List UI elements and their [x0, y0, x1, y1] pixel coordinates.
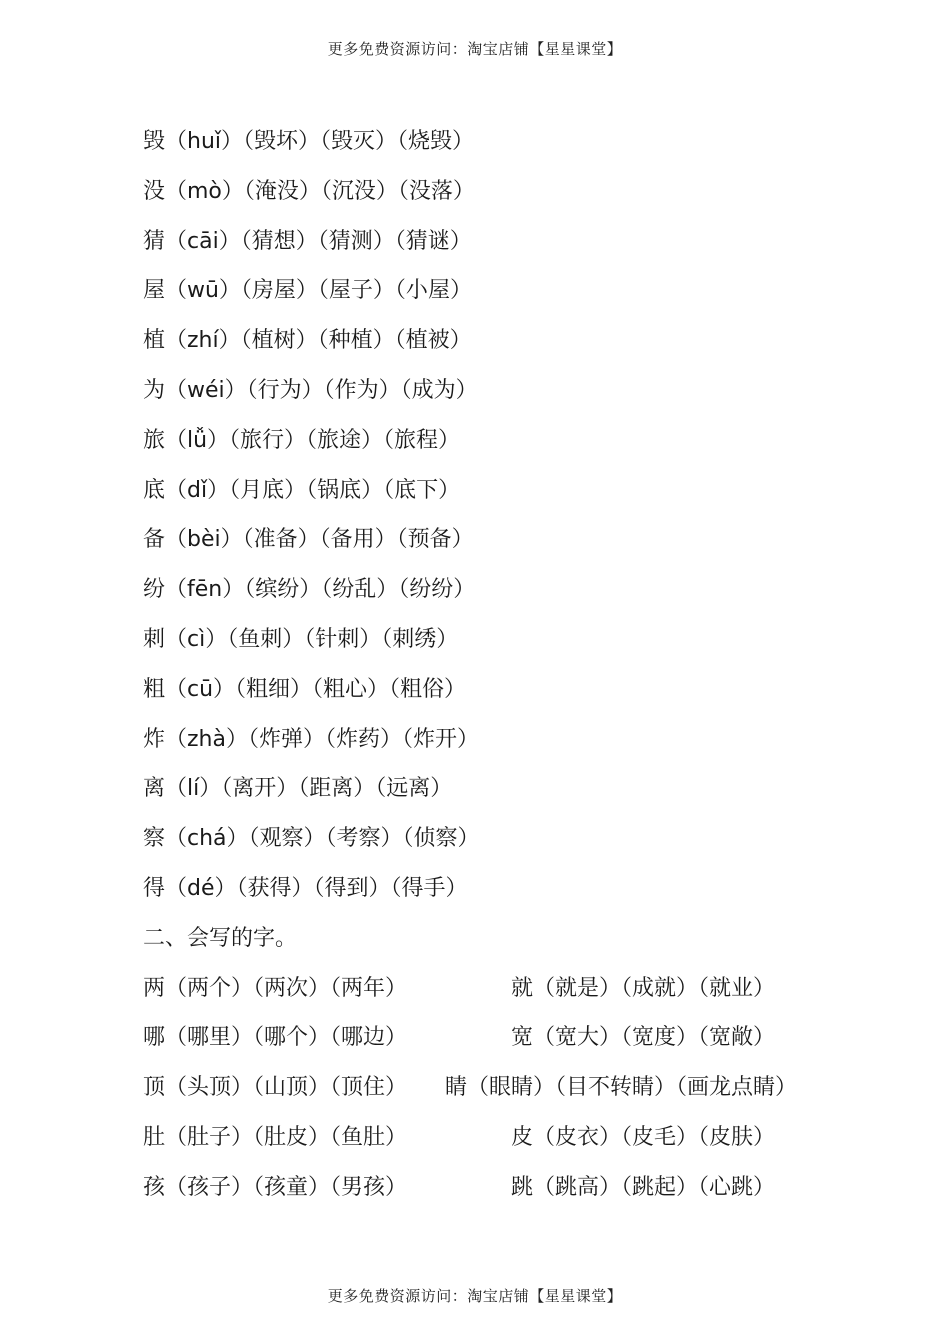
writing-right: 皮（皮衣）（皮毛）（皮肤）: [511, 1124, 776, 1150]
writing-row: [143, 1070, 863, 1120]
reading-line: 旅（lǚ）（旅行）（旅途）（旅程）: [143, 427, 461, 453]
reading-line: 没（mò）（淹没）（沉没）（没落）: [143, 178, 475, 204]
writing-right: 跳（跳高）（跳起）（心跳）: [511, 1174, 776, 1200]
writing-left: 顶（头顶）（山顶）（顶住）: [143, 1075, 408, 1101]
reading-line: 植（zhí）（植树）（种植）（植被）: [143, 328, 472, 354]
writing-right: 睛（眼睛）（目不转睛）（画龙点睛）: [445, 1075, 798, 1101]
document-body: [143, 124, 863, 1220]
footer-note: 更多免费资源访问：淘宝店铺【星星课堂】: [327, 1287, 623, 1305]
writing-right: 宽（宽大）（宽度）（宽敞）: [511, 1025, 776, 1051]
reading-line: 屋（wū）（房屋）（屋子）（小屋）: [143, 278, 472, 304]
writing-left: 肚（肚子）（肚皮）（鱼肚）: [143, 1124, 408, 1150]
writing-left: 两（两个）（两次）（两年）: [143, 975, 408, 1001]
writing-row: [143, 1020, 863, 1070]
writing-row: [143, 1170, 863, 1220]
reading-line: 得（dé）（获得）（得到）（得手）: [143, 875, 468, 901]
reading-line: 为（wéi）（行为）（作为）（成为）: [143, 377, 478, 403]
writing-row: [143, 971, 863, 1021]
reading-line: 刺（cì）（鱼刺）（针刺）（刺绣）: [143, 626, 459, 652]
reading-line: 底（dǐ）（月底）（锅底）（底下）: [143, 477, 461, 503]
reading-line: 备（bèi）（准备）（备用）（预备）: [143, 527, 474, 553]
reading-line: 粗（cū）（粗细）（粗心）（粗俗）: [143, 676, 467, 702]
writing-right: 就（就是）（成就）（就业）: [511, 975, 776, 1001]
writing-left: 哪（哪里）（哪个）（哪边）: [143, 1025, 408, 1051]
reading-line: 察（chá）（观察）（考察）（侦察）: [143, 826, 480, 852]
reading-line: 离（lí）（离开）（距离）（远离）: [143, 776, 453, 802]
writing-row: [143, 1120, 863, 1170]
reading-line: 猜（cāi）（猜想）（猜测）（猜谜）: [143, 228, 472, 254]
reading-line: 毁（huǐ）（毁坏）（毁灭）（烧毁）: [143, 129, 475, 154]
writing-left: 孩（孩子）（孩童）（男孩）: [143, 1174, 408, 1200]
reading-line: 炸（zhà）（炸弹）（炸药）（炸开）: [143, 726, 479, 752]
section-title: 二、会写的字。: [143, 925, 298, 951]
header-note: 更多免费资源访问：淘宝店铺【星星课堂】: [327, 40, 623, 58]
reading-line: 纷（fēn）（缤纷）（纷乱）（纷纷）: [143, 577, 476, 603]
